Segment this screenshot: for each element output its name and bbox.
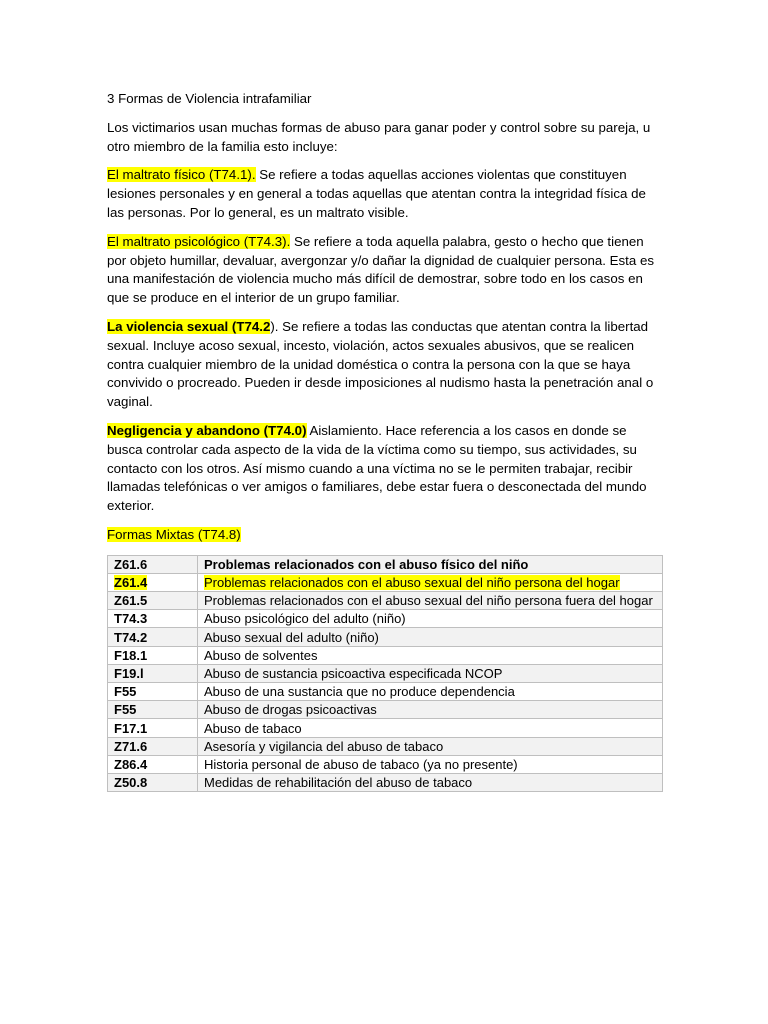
code-cell xyxy=(108,573,198,591)
section-body-physical: Se refiere a todas aquellas acciones violentas que constituyen lesiones personales y en general a todas aquellas que atentan contra la integridad física de las personas. Por lo general, es un maltrato visible. xyxy=(107,167,646,220)
description-cell: Historia personal de abuso de tabaco (ya no presente) xyxy=(198,755,663,773)
table-row xyxy=(108,773,663,791)
table-row xyxy=(108,610,663,628)
codes-table xyxy=(107,555,663,792)
code-cell: Z61.6 xyxy=(108,555,198,573)
description-cell: Abuso de solventes xyxy=(198,646,663,664)
table-row xyxy=(108,683,663,701)
description-cell: Medidas de rehabilitación del abuso de tabaco xyxy=(198,773,663,791)
description-cell: Problemas relacionados con el abuso sexual del niño persona fuera del hogar xyxy=(198,592,663,610)
description-cell xyxy=(198,573,663,591)
description-cell: Asesoría y vigilancia del abuso de tabaco xyxy=(198,737,663,755)
section-body-neglect: Aislamiento. Hace referencia a los casos en donde se busca controlar cada aspecto de la vida de la víctima como su tiempo, sus actividades, su contacto con los otros. Así mismo cuando a una víctima no se le permiten trabajar, recibir llamadas telefónicas o ver amigos o familiares, debe estar fuera o desconectada del mundo exterior. xyxy=(107,422,647,514)
table-row xyxy=(108,701,663,719)
code-cell: T74.3 xyxy=(108,610,198,628)
code-cell: F55 xyxy=(108,683,198,701)
table-row xyxy=(108,755,663,773)
description-cell: Problemas relacionados con el abuso físico del niño xyxy=(198,555,663,573)
code-cell: Z61.5 xyxy=(108,592,198,610)
intro-paragraph: Los victimarios usan muchas formas de abuso para ganar poder y control sobre su pareja, u otro miembro de la familia esto incluye: xyxy=(107,119,651,154)
code-cell: Z71.6 xyxy=(108,737,198,755)
table-row xyxy=(108,592,663,610)
description-cell: Abuso de tabaco xyxy=(198,719,663,737)
mixed-forms-label: Formas Mixtas (T74.8) xyxy=(107,526,241,542)
description-text: Problemas relacionados con el abuso sexual del niño persona del hogar xyxy=(204,575,620,591)
section-physical-abuse xyxy=(107,166,663,222)
section-body-psychological: Se refiere a toda aquella palabra, gesto o hecho que tienen por objeto humillar, devaluar, avergonzar y/o dañar la dignidad de cualquier persona. Esta es una manifestación de violencia mucho más difícil de demostrar, sobre todo en los casos en que se produce en el interior de un grupo familiar. xyxy=(107,233,654,306)
table-row xyxy=(108,664,663,682)
mixed-forms-line xyxy=(107,526,663,545)
description-cell: Abuso psicológico del adulto (niño) xyxy=(198,610,663,628)
section-neglect xyxy=(107,422,663,516)
code-cell: T74.2 xyxy=(108,628,198,646)
table-row xyxy=(108,555,663,573)
document-title: 3 Formas de Violencia intrafamiliar xyxy=(107,91,312,106)
code-cell: F17.1 xyxy=(108,719,198,737)
description-cell: Abuso de una sustancia que no produce dependencia xyxy=(198,683,663,701)
section-body-sexual: ). Se refiere a todas las conductas que atentan contra la libertad sexual. Incluye acoso sexual, incesto, violación, actos sexuales abusivos, que se realicen contra cualquier miembro de la unidad doméstica o contra la persona con la que se haya convivido o procreado. Pueden ir desde imposiciones al nudismo hasta la penetración anal o vaginal. xyxy=(107,318,654,410)
table-row xyxy=(108,573,663,591)
code-cell: F18.1 xyxy=(108,646,198,664)
table-row xyxy=(108,737,663,755)
section-psychological-abuse xyxy=(107,233,663,308)
section-heading-psychological: El maltrato psicológico (T74.3). xyxy=(107,233,291,249)
table-row xyxy=(108,719,663,737)
code-cell: F19.l xyxy=(108,664,198,682)
table-row xyxy=(108,646,663,664)
code-text: Z61.4 xyxy=(114,575,148,591)
description-cell: Abuso de sustancia psicoactiva especificada NCOP xyxy=(198,664,663,682)
description-cell: Abuso sexual del adulto (niño) xyxy=(198,628,663,646)
code-cell: Z86.4 xyxy=(108,755,198,773)
document-page xyxy=(107,90,663,792)
code-cell: Z50.8 xyxy=(108,773,198,791)
section-heading-neglect: Negligencia y abandono (T74.0) xyxy=(107,422,307,438)
description-cell: Abuso de drogas psicoactivas xyxy=(198,701,663,719)
section-sexual-violence xyxy=(107,318,663,412)
section-heading-sexual: La violencia sexual (T74.2 xyxy=(107,318,271,334)
code-cell: F55 xyxy=(108,701,198,719)
table-row xyxy=(108,628,663,646)
section-heading-physical: El maltrato físico (T74.1). xyxy=(107,167,256,183)
